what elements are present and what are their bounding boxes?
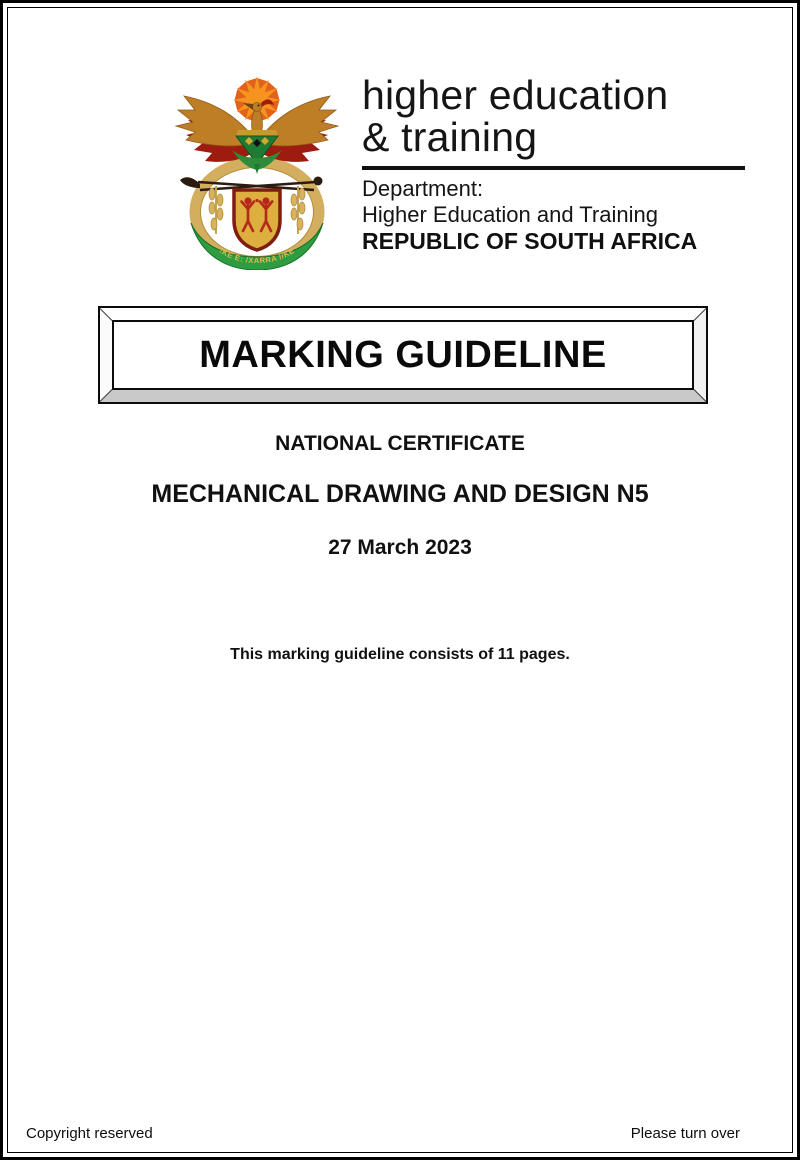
brand-block [362,70,745,255]
wordmark-line1: higher education [362,72,669,118]
shield [234,190,280,250]
coat-of-arms-motto: !KE E: /XARRA //KE [217,245,297,266]
bevel-seam-bottom-right [694,389,707,402]
subject-heading: MECHANICAL DRAWING AND DESIGN N5 [151,480,649,508]
pages-note: This marking guideline consists of 11 pages. [230,646,570,663]
body-headings [8,432,792,664]
exam-date: 27 March 2023 [328,536,472,559]
certificate-heading: NATIONAL CERTIFICATE [275,432,525,455]
document-title: MARKING GUIDELINE [199,333,607,376]
bevel-seam-top-right [694,308,707,321]
bevel-seam-top-left [100,308,113,321]
coat-of-arms-logo [174,70,346,270]
department-name: Higher Education and Training [362,202,658,227]
header [174,70,792,270]
footer [26,1125,740,1142]
title-box [98,306,708,404]
wordmark-line2: & training [362,114,538,160]
department-label: Department: [362,176,484,201]
footer-copyright: Copyright reserved [26,1125,153,1142]
brand-divider [362,166,745,170]
country-line: REPUBLIC OF SOUTH AFRICA [362,228,698,254]
bevel-seam-bottom-left [100,389,113,402]
page-inner-frame [7,7,793,1153]
footer-turn-over: Please turn over [630,1125,740,1142]
title-box-bevel [100,308,706,402]
title-box-core [112,320,694,390]
